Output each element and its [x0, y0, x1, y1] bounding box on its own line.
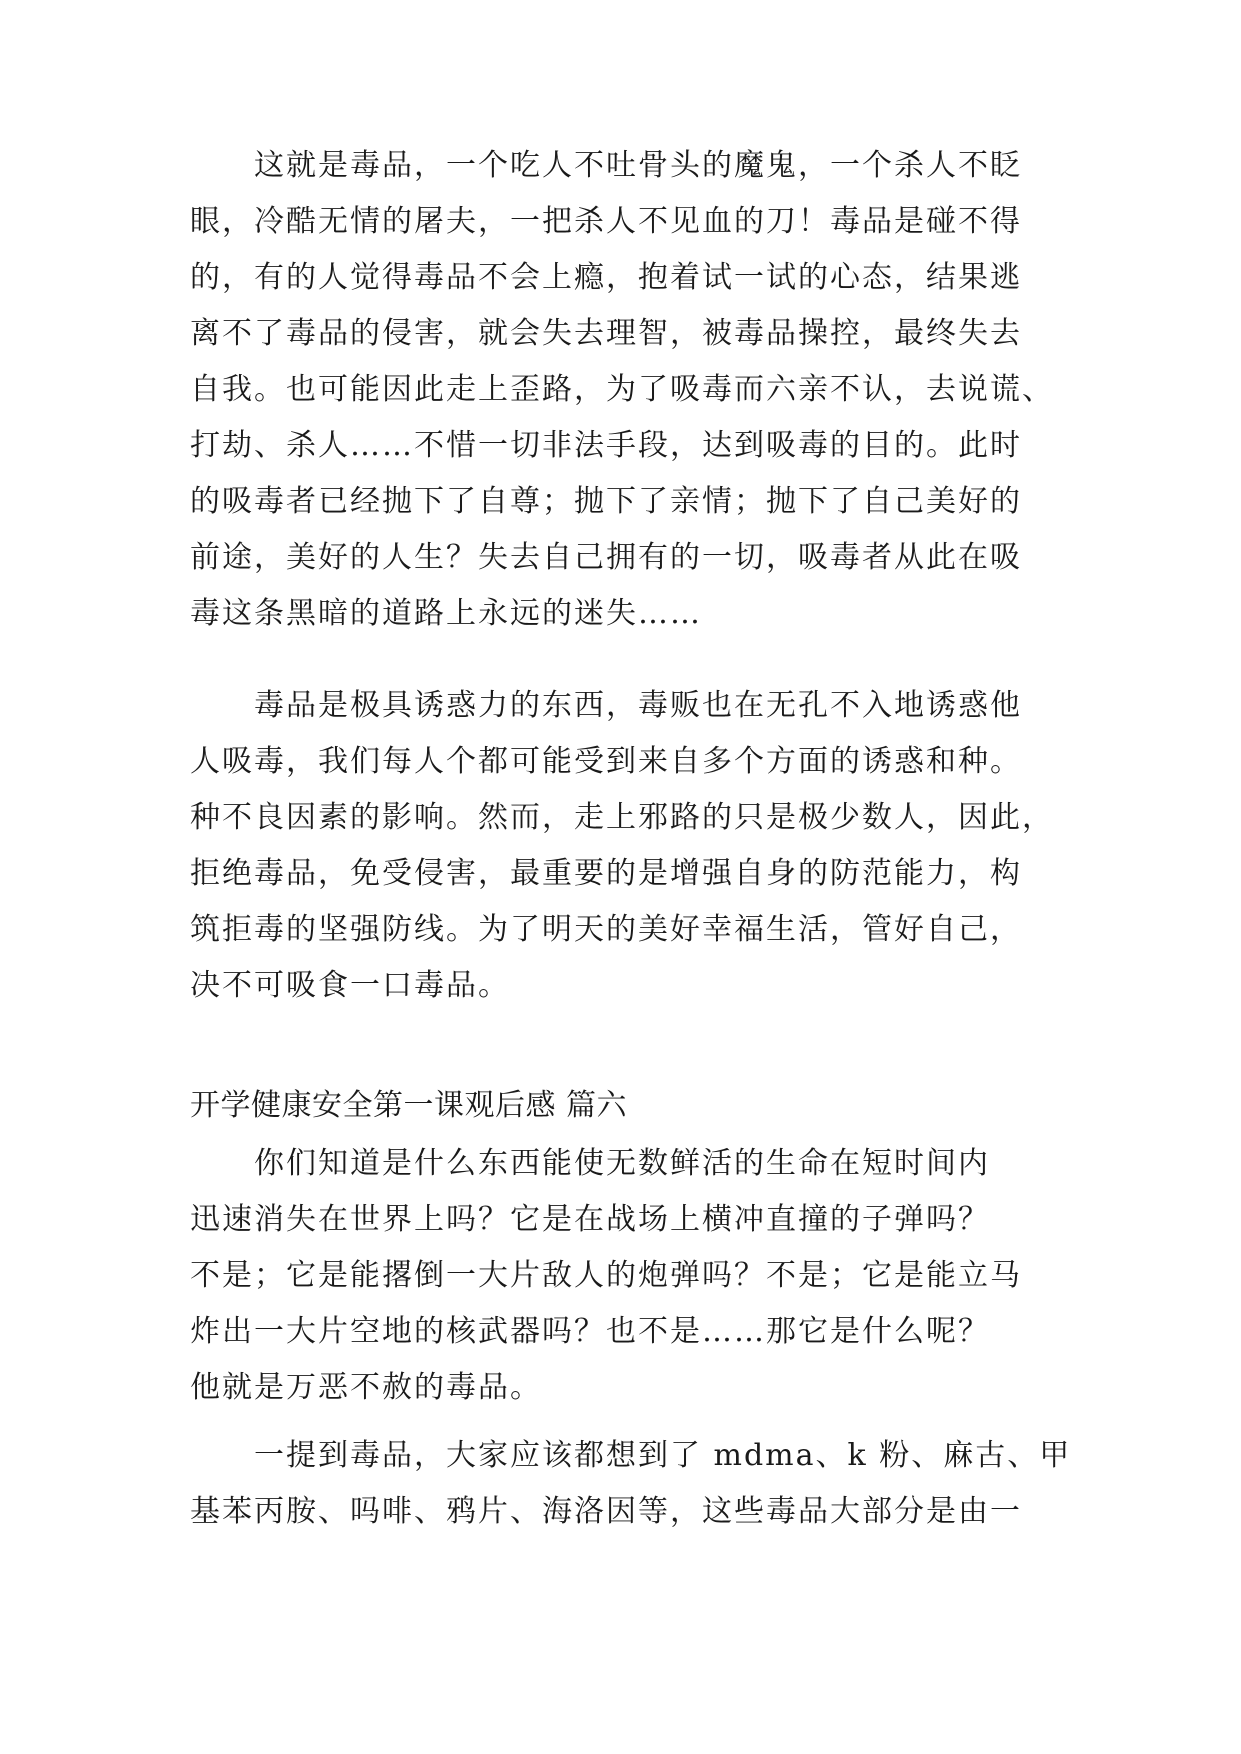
- paragraph-2-line-2: 人吸毒，我们每人个都可能受到来自多个方面的诱惑和种。: [190, 744, 1022, 779]
- paragraph-1-line-8: 前途，美好的人生？失去自己拥有的一切，吸毒者从此在吸: [190, 540, 1022, 575]
- paragraph-1-line-1: 这就是毒品，一个吃人不吐骨头的魔鬼，一个杀人不眨: [254, 148, 1022, 183]
- paragraph-1-line-3: 的，有的人觉得毒品不会上瘾，抱着试一试的心态，结果逃: [190, 260, 1022, 295]
- paragraph-1-line-5: 自我。也可能因此走上歪路，为了吸毒而六亲不认，去说谎、: [190, 372, 1054, 407]
- section-heading: 开学健康安全第一课观后感 篇六: [190, 1088, 628, 1123]
- paragraph-4-line-1: 一提到毒品，大家应该都想到了 mdma、k 粉、麻古、甲: [254, 1438, 1072, 1473]
- paragraph-1-line-9: 毒这条黑暗的道路上永远的迷失……: [190, 596, 702, 631]
- paragraph-3-line-4: 炸出一大片空地的核武器吗？也不是……那它是什么呢？: [190, 1314, 990, 1349]
- paragraph-3-line-3: 不是；它是能撂倒一大片敌人的炮弹吗？不是；它是能立马: [190, 1258, 1022, 1293]
- paragraph-2-line-5: 筑拒毒的坚强防线。为了明天的美好幸福生活，管好自己，: [190, 912, 1022, 947]
- paragraph-3-line-1: 你们知道是什么东西能使无数鲜活的生命在短时间内: [254, 1146, 990, 1181]
- paragraph-2-line-4: 拒绝毒品，免受侵害，最重要的是增强自身的防范能力，构: [190, 856, 1022, 891]
- paragraph-1-line-2: 眼，冷酷无情的屠夫，一把杀人不见血的刀！毒品是碰不得: [190, 204, 1022, 239]
- paragraph-2-line-3: 种不良因素的影响。然而，走上邪路的只是极少数人，因此，: [190, 800, 1054, 835]
- paragraph-4-line-2: 基苯丙胺、吗啡、鸦片、海洛因等，这些毒品大部分是由一: [190, 1494, 1022, 1529]
- paragraph-3-line-5: 他就是万恶不赦的毒品。: [190, 1370, 542, 1405]
- paragraph-1-line-7: 的吸毒者已经抛下了自尊；抛下了亲情；抛下了自己美好的: [190, 484, 1022, 519]
- paragraph-3-line-2: 迅速消失在世界上吗？它是在战场上横冲直撞的子弹吗？: [190, 1202, 990, 1237]
- paragraph-2-line-6: 决不可吸食一口毒品。: [190, 968, 510, 1003]
- paragraph-2-line-1: 毒品是极具诱惑力的东西，毒贩也在无孔不入地诱惑他: [254, 688, 1022, 723]
- paragraph-1-line-6: 打劫、杀人……不惜一切非法手段，达到吸毒的目的。此时: [190, 428, 1022, 463]
- paragraph-1-line-4: 离不了毒品的侵害，就会失去理智，被毒品操控，最终失去: [190, 316, 1022, 351]
